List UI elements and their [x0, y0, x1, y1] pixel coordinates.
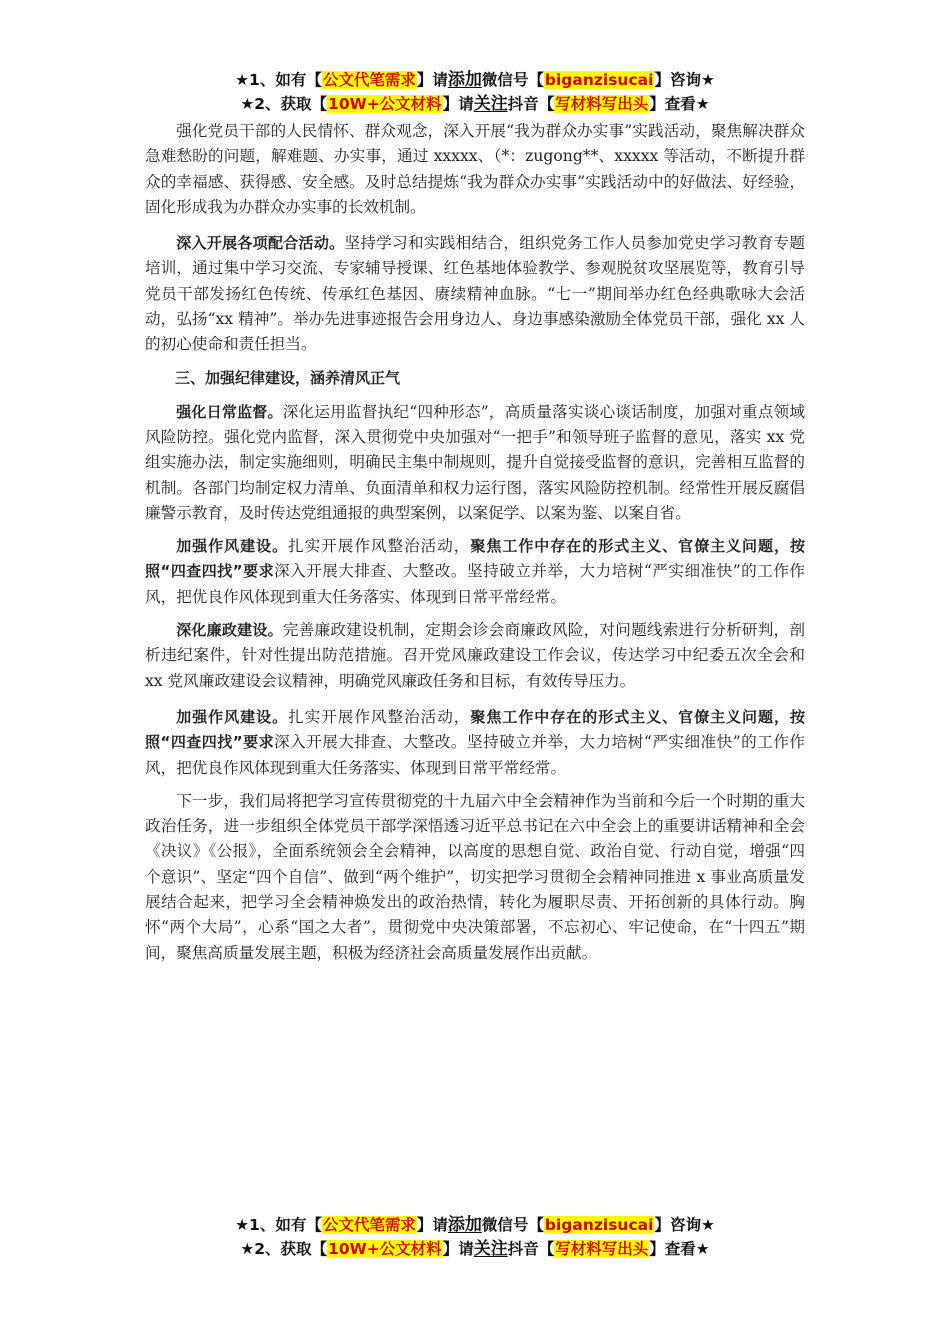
promo-highlight: 公文代笔需求	[322, 71, 416, 89]
promo-text: 】查看★	[649, 95, 710, 113]
promo-text: 】请	[442, 1240, 474, 1258]
promo-highlight: 10W+公文材料	[328, 1240, 442, 1258]
paragraph-text: 完善廉政建设机制，定期会诊会商廉政风险，对问题线索进行分析研判，剖析违纪案件，针对性提出防范措施。召开党风廉政建设工作会议，传达学习中纪委五次全会和 xx 党风廉政建设会议精神，明确党风廉政任务和目标，有效传导压力。	[145, 621, 805, 690]
promo-underline-text: 关注	[473, 1239, 508, 1259]
paragraph-emphasis: 聚焦工作中存在的形式主义、官僚主义问题，按照“四查四找”要求	[145, 537, 805, 581]
paragraph-lead: 强化日常监督。	[176, 402, 283, 421]
paragraph-5	[145, 618, 805, 694]
promo-banner-top	[140, 68, 810, 116]
paragraph-lead: 加强作风建设。	[176, 537, 289, 556]
promo-line-1	[140, 68, 810, 92]
paragraph-2	[145, 231, 805, 357]
promo-highlight: 10W+公文材料	[328, 95, 442, 113]
promo-underline-text: 添加	[447, 1215, 482, 1235]
promo-line-1	[140, 1213, 810, 1237]
promo-text: 抖音【	[507, 95, 555, 113]
paragraph-lead: 深化廉政建设。	[176, 621, 283, 640]
promo-text: 微信号【	[481, 71, 544, 89]
document-body	[145, 119, 805, 974]
paragraph-text: 深化运用监督执纪“四种形态”，高质量落实谈心谈话制度，加强对重点领域风险防控。强化党内监督，深入贯彻党中央加强对“一把手”和领导班子监督的意见，落实 xx 党组实施办法，制定实施细则，明确民主集中制规则，提升自觉接受监督的意识，完善相互监督的机制。各部门均制定权力清单、负面清单和权力运行图，落实风险防控机制。经常性开展反腐倡廉警示教育，及时传达党组通报的典型案例，以案促学、以案为鉴、以案自省。	[145, 402, 805, 522]
paragraph-lead: 加强作风建设。	[176, 707, 289, 726]
promo-underline-text: 添加	[447, 70, 482, 90]
promo-underline-text: 关注	[473, 94, 508, 114]
paragraph-3	[145, 400, 805, 526]
promo-highlight-wechat: biganzisucai	[544, 1216, 654, 1234]
promo-banner-bottom	[140, 1213, 810, 1261]
promo-line-2	[140, 1237, 810, 1261]
section-heading: 三、加强纪律建设，涵养清风正气	[175, 368, 401, 387]
promo-text: ★2、获取【	[240, 1240, 328, 1258]
promo-highlight-douyin: 写材料写出头	[555, 1240, 649, 1258]
promo-line-2	[140, 92, 810, 116]
promo-text: 】请	[416, 71, 448, 89]
promo-highlight-douyin: 写材料写出头	[555, 95, 649, 113]
paragraph-text: 坚持学习和实践相结合，组织党务工作人员参加党史学习教育专题培训，通过集中学习交流、专家辅导授课、红色基地体验教学、参观脱贫攻坚展览等，教育引导党员干部发扬红色传统、传承红色基因、赓续精神血脉。“七一”期间举办红色经典歌咏大会活动，弘扬“xx 精神”。举办先进事迹报告会用身边人、身边事感染激励全体党员干部，强化 xx 人的初心使命和责任担当。	[145, 234, 805, 354]
promo-text: 】请	[442, 95, 474, 113]
paragraph-6	[145, 705, 805, 781]
paragraph-emphasis: 聚焦工作中存在的形式主义、官僚主义问题，按照“四查四找”要求	[145, 707, 805, 752]
paragraph-text: 深入开展大排查、大整改。坚持破立并举，大力培树“严实细准快”的工作作风，把优良作风体现到重大任务落实、体现到日常平常经常。	[145, 562, 805, 606]
promo-text: ★1、如有【	[235, 1216, 322, 1234]
promo-text: 】咨询★	[654, 71, 715, 89]
paragraph-text: 扎实开展作风整治活动，	[288, 537, 471, 556]
promo-highlight-wechat: biganzisucai	[544, 71, 654, 89]
promo-text: 】咨询★	[654, 1216, 715, 1234]
promo-text: ★2、获取【	[240, 95, 328, 113]
promo-text: 微信号【	[481, 1216, 544, 1234]
promo-text: 】查看★	[649, 1240, 710, 1258]
paragraph-1: 强化党员干部的人民情怀、群众观念，深入开展“我为群众办实事”实践活动，聚焦解决群众急难愁盼的问题，解难题、办实事，通过 xxxxx、（*：zugong**、xxxxx 等活动，不断提升群众的幸福感、获得感、安全感。及时总结提炼“我为群众办实事”实践活动中的好做法、好经验，固化形成我为办群众办实事的长效机制。	[145, 122, 805, 216]
promo-text: ★1、如有【	[235, 71, 322, 89]
paragraph-4	[145, 534, 805, 610]
promo-text: 】请	[416, 1216, 448, 1234]
paragraph-text: 深入开展大排查、大整改。坚持破立并举，大力培树“严实细准快”的工作作风，把优良作风体现到重大任务落实、体现到日常平常经常。	[145, 733, 805, 777]
paragraph-lead: 深入开展各项配合活动。	[176, 234, 345, 253]
paragraph-7: 下一步，我们局将把学习宣传贯彻党的十九届六中全会精神作为当前和今后一个时期的重大政治任务，进一步组织全体党员干部学深悟透习近平总书记在六中全会上的重要讲话精神和全会《决议》《公报》，全面系统领会全会精神，以高度的思想自觉、政治自觉、行动自觉，增强“四个意识”、坚定“四个自信”、做到“两个维护”，切实把学习贯彻全会精神同推进 x 事业高质量发展结合起来，把学习全会精神焕发出的政治热情，转化为履职尽责、开拓创新的具体行动。胸怀“两个大局”，心系“国之大者”，贯彻党中央决策部署，不忘初心、牢记使命，在“十四五”期间，聚焦高质量发展主题，积极为经济社会高质量发展作出贡献。	[145, 791, 805, 962]
paragraph-text: 扎实开展作风整治活动，	[288, 707, 471, 726]
promo-text: 抖音【	[507, 1240, 555, 1258]
promo-highlight: 公文代笔需求	[322, 1216, 416, 1234]
